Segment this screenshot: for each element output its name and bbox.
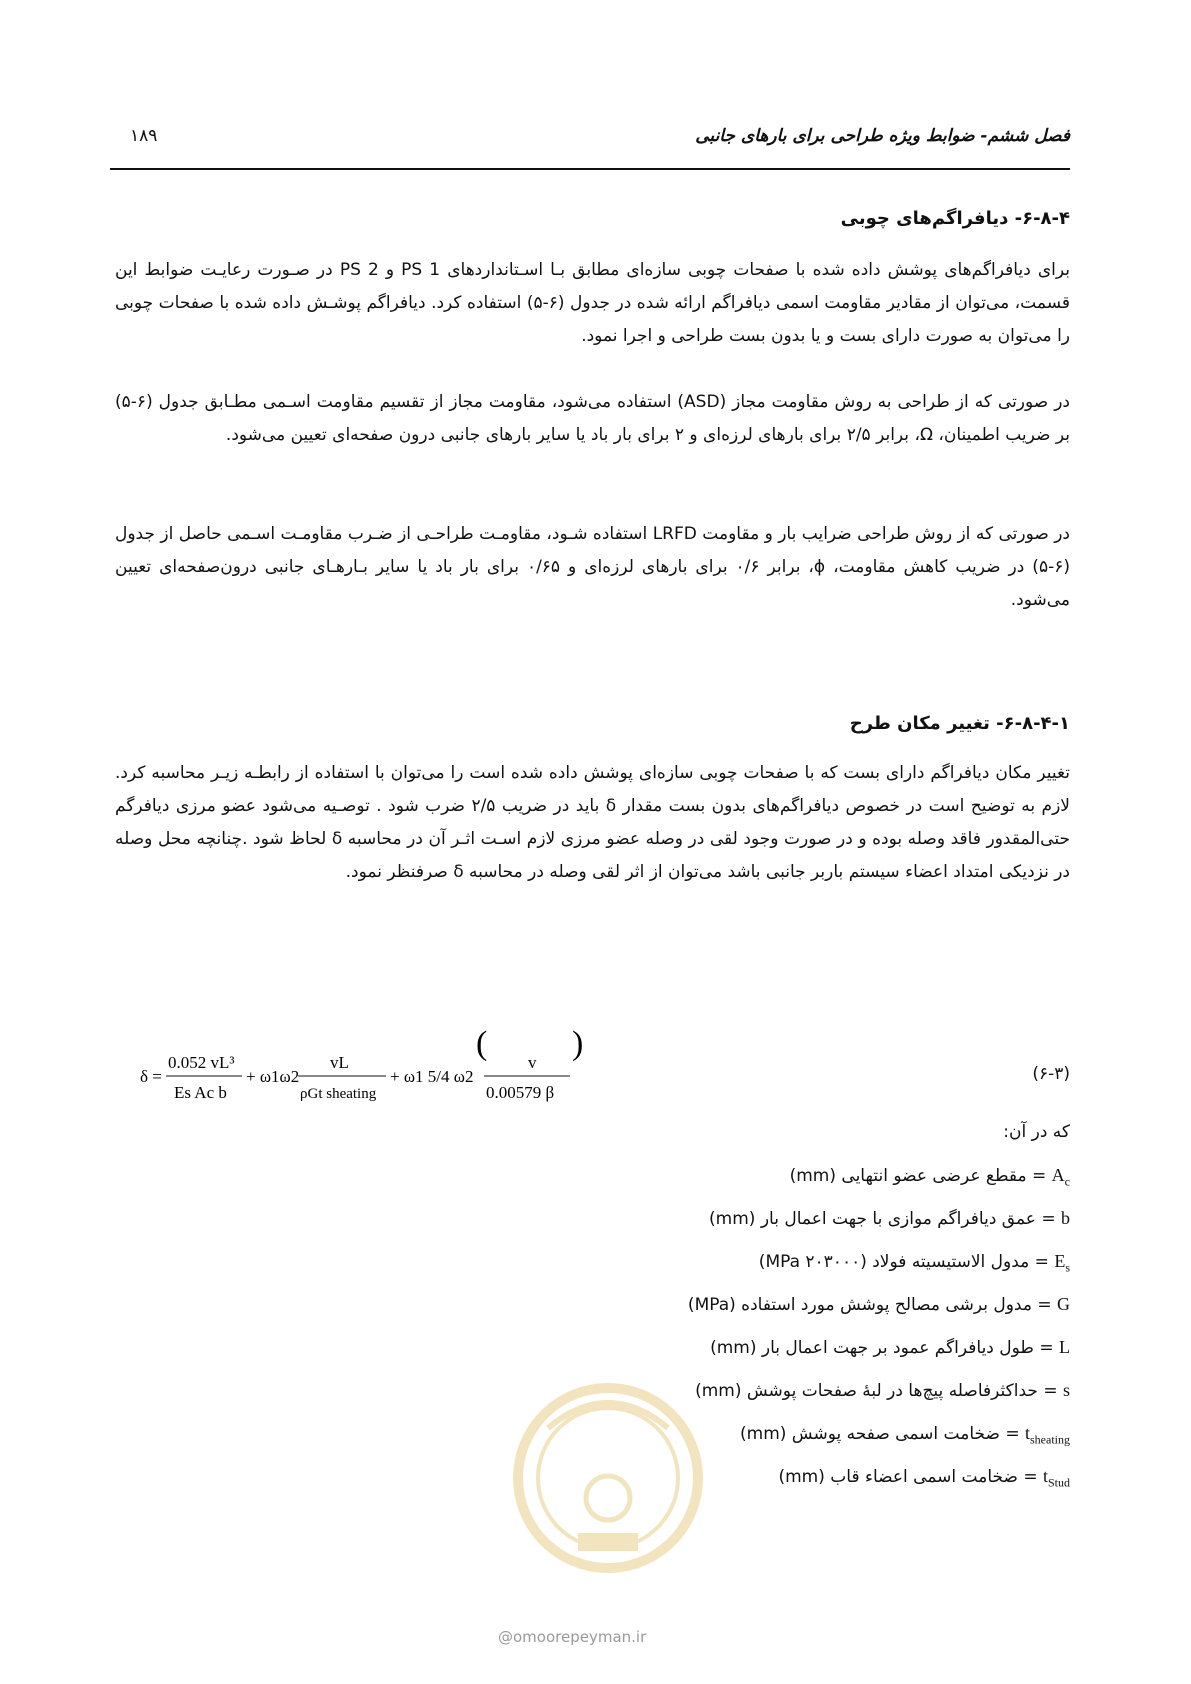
eq-term3-denominator: 0.00579 β xyxy=(486,1083,555,1102)
definition-text: = طول دیافراگم عمود بر جهت اعمال بار (mm) xyxy=(710,1338,1059,1358)
definition-item xyxy=(450,1289,1070,1332)
page-number: ۱۸۹ xyxy=(130,126,158,146)
definition-symbol: $A_c$ xyxy=(1051,1165,1070,1189)
eq-term3-numerator: v xyxy=(528,1053,537,1072)
eq-paren-right: ) xyxy=(572,1025,584,1062)
definition-text: = ضخامت اسمی صفحه پوشش (mm) xyxy=(740,1424,1025,1444)
equation-number: (۶-۳) xyxy=(1032,1064,1070,1084)
definition-symbol: G xyxy=(1057,1294,1070,1314)
definition-symbol: L xyxy=(1059,1337,1070,1357)
definition-text: = مدول الاستیسیته فولاد (MPa ۲۰۳۰۰۰) xyxy=(758,1252,1055,1272)
eq-term2-coef: + ω1ω2 xyxy=(246,1067,300,1086)
eq-term1-numerator: 0.052 vL³ xyxy=(168,1053,235,1072)
definition-text: = ضخامت اسمی اعضاء قاب (mm) xyxy=(778,1467,1043,1487)
equation-6-3 xyxy=(140,1025,1070,1106)
paragraph-asd: در صورتی که از طراحی به روش مقاومت مجاز (ASD) استفاده می‌شود، مقاومت مجاز از تقسیم مقاومت اسـمی مطـابق جدول (۶-۵) بر ضریب اطمینان، Ω، برابر ۲/۵ برای بارهای لرزه‌ای و ۲ برای بار باد یا سایر بارهای جانبی درون صفحه‌ای تعیین می‌شود. xyxy=(115,392,1070,445)
header-divider xyxy=(110,168,1070,170)
chapter-title: فصل ششم- ضوابط ویژه طراحی برای بارهای جانبی xyxy=(695,126,1070,146)
definition-item xyxy=(450,1246,1070,1289)
definition-symbol: s xyxy=(1062,1380,1070,1400)
section-heading-wood-diaphragms: ۶-۸-۴- دیافراگم‌های چوبی xyxy=(840,208,1070,229)
definition-text: = مقطع عرضی عضو انتهایی (mm) xyxy=(789,1166,1052,1186)
definition-text: = حداکثرفاصله پیچ‌ها در لبهٔ صفحات پوشش (mm) xyxy=(695,1381,1063,1401)
definition-symbol: $E_s$ xyxy=(1054,1251,1070,1275)
definition-item xyxy=(450,1160,1070,1203)
definition-text: = مدول برشی مصالح پوشش مورد استفاده (MPa) xyxy=(687,1295,1057,1315)
page-header xyxy=(110,126,1070,160)
eq-paren-left: ( xyxy=(476,1025,488,1062)
watermark-url: @omoorepeyman.ir xyxy=(498,1628,647,1646)
eq-term2-denominator: ρGt sheating xyxy=(300,1086,377,1102)
where-label: که در آن: xyxy=(1003,1122,1070,1142)
eq-term2-numerator: vL xyxy=(330,1053,349,1072)
definition-symbol: $t_{sheating}$ xyxy=(1024,1423,1070,1447)
paragraph-displacement: تغییر مکان دیافراگم دارای بست که با صفحات چوبی سازه‌ای پوشش داده شده است را می‌توان با استفاده از رابطـه زیـر محاسبه کرد. لازم به توضیح است در خصوص دیافراگم‌های بدون بست مقدار δ باید در ضریب ۲/۵ ضرب شود . توصـیه می‌شود عضو مرزی دیافرگم حتی‌المقدور فاقد وصله بوده و در صورت وجود لقی در وصله عضو مرزی لازم اسـت اثـر آن در محاسبه δ لحاظ شود .چنانچه محل وصله در نزدیکی امتداد اعضاء سیستم باربر جانبی باشد می‌توان از اثر لقی وصله در محاسبه δ صرفنظر نمود. xyxy=(115,763,1070,882)
definition-item xyxy=(450,1203,1070,1246)
definition-symbol: $t_{Stud}$ xyxy=(1042,1466,1070,1490)
definition-text: = عمق دیافراگم موازی با جهت اعمال بار (mm) xyxy=(709,1209,1061,1229)
definition-symbol: b xyxy=(1061,1208,1070,1228)
eq-term3-coef: + ω1 5/4 ω2 xyxy=(390,1067,474,1086)
paragraph-intro: برای دیافراگم‌های پوشش داده شده با صفحات چوبی سازه‌ای مطابق بـا اسـتانداردهای PS 1 و PS 2 در صـورت رعایـت ضوابط این قسمت، می‌توان از مقادیر مقاومت اسمی دیافراگم ارائه شده در جدول (۶-۵) استفاده کرد. دیافراگم پوشـش داده شده با صفحات چوبی را می‌توان به صورت دارای بست و یا بدون بست طراحی و اجرا نمود. xyxy=(115,260,1070,346)
watermark-seal xyxy=(508,1358,708,1608)
eq-term1-denominator: Es Ac b xyxy=(174,1083,227,1102)
paragraph-lrfd: در صورتی که از روش طراحی ضرایب بار و مقاومت LRFD استفاده شـود، مقاومـت طراحـی از ضـرب مقاومـت اسـمی حاصل از جدول (۶-۵) در ضریب کاهش مقاومت، ϕ، برابر ۰/۶ برای بارهای لرزه‌ای و ۰/۶۵ برای بار باد یا سایر بـارهـای جانبی درون‌صفحه‌ای تعیین می‌شود. xyxy=(115,524,1070,610)
section-heading-design-displacement: ۶-۸-۴-۱- تغییر مکان طرح xyxy=(849,713,1070,734)
eq-lhs: δ = xyxy=(140,1067,162,1086)
